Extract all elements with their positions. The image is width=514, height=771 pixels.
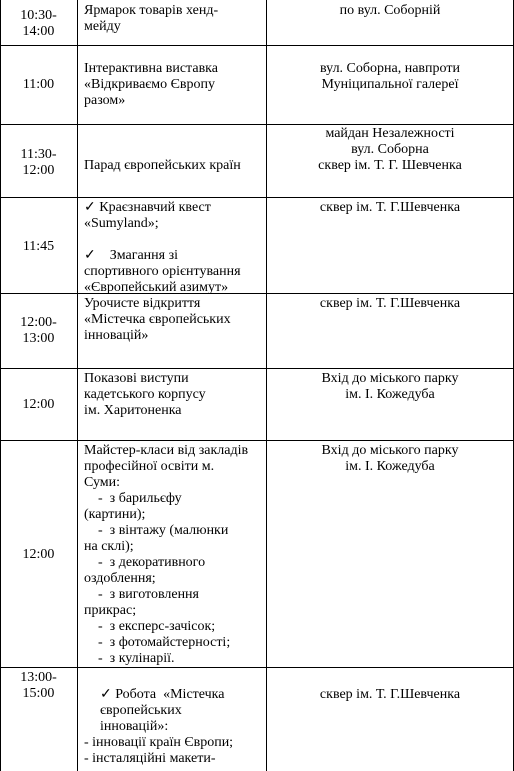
table-row-place: Вхід до міського парку ім. І. Кожедуба <box>321 443 459 474</box>
table-row-time: 10:30- 14:00 <box>20 8 57 39</box>
table-row-place: майдан Незалежності вул. Соборна сквер ім. Т. Г. Шевченка <box>318 126 462 173</box>
table-row-place: вул. Соборна, навпроти Муніципальної галереї <box>320 61 460 92</box>
row-divider <box>0 293 514 294</box>
table-divider-time-event <box>77 0 78 771</box>
table-row-time: 12:00 <box>22 397 55 412</box>
table-row-event-item: ✓ Змагання зі спортивного орієнтування «Європейський азимут» <box>84 248 241 295</box>
table-row-event: Майстер-класи від закладів професійної освіти м. Суми: <box>84 443 249 490</box>
table-row-event: Ярмарок товарів хенд- мейду <box>84 3 219 34</box>
table-row-time: 11:45 <box>22 239 55 254</box>
row-divider <box>0 45 514 46</box>
table-row-place: сквер ім. Т. Г.Шевченка <box>319 687 461 702</box>
table-row-time: 12:00- 13:00 <box>20 315 57 346</box>
table-row-event: Урочисте відкриття «Містечка європейських інновацій» <box>84 296 231 343</box>
table-row-time: 11:30- 12:00 <box>20 147 57 178</box>
table-row-time: 11:00 <box>22 77 55 92</box>
row-divider <box>0 440 514 441</box>
table-row-event-item: ✓ Краєзнавчий квест «Sumyland»; <box>84 200 211 231</box>
table-border-left <box>0 0 1 771</box>
table-row-event: Парад європейських країн <box>84 158 241 173</box>
table-row-place: сквер ім. Т. Г.Шевченка <box>319 200 461 215</box>
row-divider <box>0 667 514 668</box>
table-row-time: 12:00 <box>22 547 55 562</box>
row-divider <box>0 368 514 369</box>
table-row-event: Інтерактивна виставка «Відкриваємо Європу разом» <box>84 61 218 108</box>
row-divider <box>0 124 514 125</box>
table-row-time: 13:00- 15:00 <box>20 670 57 701</box>
table-row-place: по вул. Соборній <box>339 3 441 18</box>
row-divider <box>0 197 514 198</box>
table-row-event-list: - інновації країн Європи; - інсталяційні макети- <box>84 735 234 766</box>
table-row-place: Вхід до міського парку ім. І. Кожедуба <box>321 371 459 402</box>
table-row-place: сквер ім. Т. Г.Шевченка <box>319 296 461 311</box>
table-row-event: Показові виступи кадетського корпусу ім. Харитоненка <box>84 371 206 418</box>
table-row-event-list: - з барильєфу (картини); - з вінтажу (малюнки на склі); - з декоративного оздоблення; - з виготовлення прикрас; - з експерс-зачісок; - з фотомайстерності; - з кулінарії. <box>84 491 231 666</box>
table-row-event: ✓ Робота «Містечка європейських інновацій»: <box>100 687 225 734</box>
